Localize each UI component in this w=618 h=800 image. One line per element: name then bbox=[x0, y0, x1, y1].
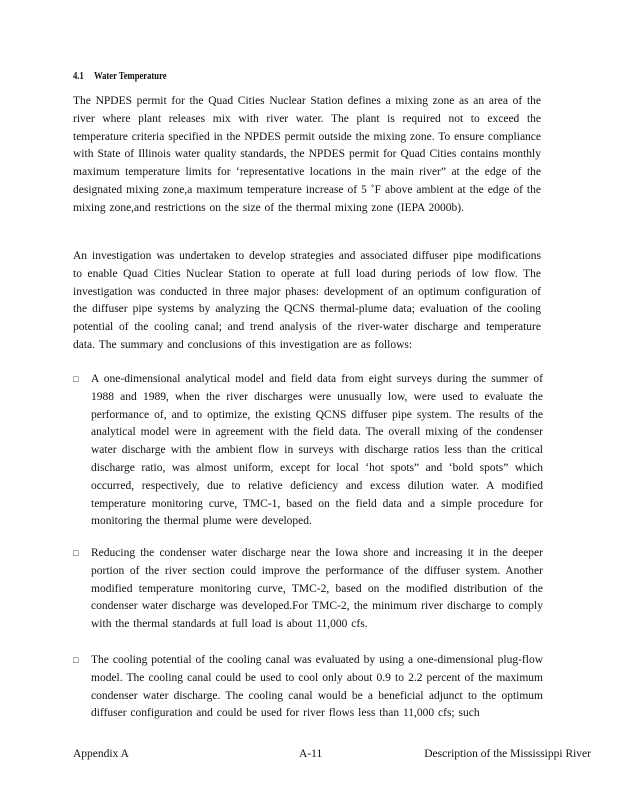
bullet-item bbox=[73, 652, 543, 723]
bullet-box-icon: □ bbox=[73, 655, 79, 665]
page-footer bbox=[73, 748, 591, 764]
footer-chapter-title: Description of the Mississippi River bbox=[424, 748, 591, 760]
bullet-text: Reducing the condenser water discharge near the Iowa shore and increasing it in the deeper portion of the river section could improve the performance of the diffuser system. Another modified temperature monitoring curve, TMC-2, based on the modified distribution of the condenser water discharge was developed.For TMC-2, the minimum river discharge to comply with the thermal standards at full load is about 11,000 cfs. bbox=[91, 547, 543, 631]
section-title: Water Temperature bbox=[93, 71, 167, 82]
paragraph-npdes-permit: The NPDES permit for the Quad Cities Nuclear Station defines a mixing zone as an area of the river where plant releases mix with river water. The plant is required not to exceed the temperature criteria specified in the NPDES permit outside the mixing zone. To ensure compliance with State of Illinois water quality standards, the NPDES permit for Quad Cities contains monthly maximum temperature limits for ‘representative locations in the main river” at the edge of the designated mixing zone,a maximum temperature increase of 5 ˚F above ambient at the edge of the mixing zone,and restrictions on the size of the thermal mixing zone (IEPA 2000b). bbox=[73, 95, 542, 214]
bullet-box-icon: □ bbox=[73, 374, 79, 384]
bullet-box-icon: □ bbox=[73, 548, 79, 558]
bullet-item bbox=[73, 545, 543, 634]
bullet-text: The cooling potential of the cooling canal was evaluated by using a one-dimensional plug-flow model. The cooling canal could be used to cool only about 0.9 to 2.2 percent of the maximum condenser water discharge. The cooling canal would be a beneficial adjunct to the optimum diffuser configuration and could be used for river flows less than 11,000 cfs; such bbox=[91, 654, 543, 720]
bullet-text: A one-dimensional analytical model and field data from eight surveys during the summer of 1988 and 1989, when the river discharges were unusually low, were used to evaluate the performance of, and to optimize, the existing QCNS diffuser pipe system. The results of the analytical model were in agreement with the field data. The overall mixing of the condenser water discharge with the ambient flow in surveys with discharge ratios less than the critical discharge ratio, was almost uniform, except for local ‘hot spots” and ‘bold spots” which occurred, respectively, due to relative deficiency and excess dilution water. A modified temperature monitoring curve, TMC-1, based on the field data and a simple procedure for monitoring the thermal plume were developed. bbox=[91, 373, 543, 528]
footer-appendix: Appendix A bbox=[73, 748, 129, 760]
paragraph-investigation: An investigation was undertaken to develop strategies and associated diffuser pipe modifications to enable Quad Cities Nuclear Station to operate at full load during periods of low flow. The investigation was conducted in three major phases: development of an optimum configuration of the diffuser pipe systems by analyzing the QCNS thermal-plume data; evaluation of the cooling potential of the cooling canal; and trend analysis of the river-water discharge and temperature data. The summary and conclusions of this investigation are as follows: bbox=[73, 250, 541, 351]
section-number: 4.1 bbox=[73, 71, 84, 82]
footer-page-number: A-11 bbox=[299, 748, 323, 760]
bullet-item bbox=[73, 371, 543, 531]
section-heading bbox=[73, 71, 167, 82]
